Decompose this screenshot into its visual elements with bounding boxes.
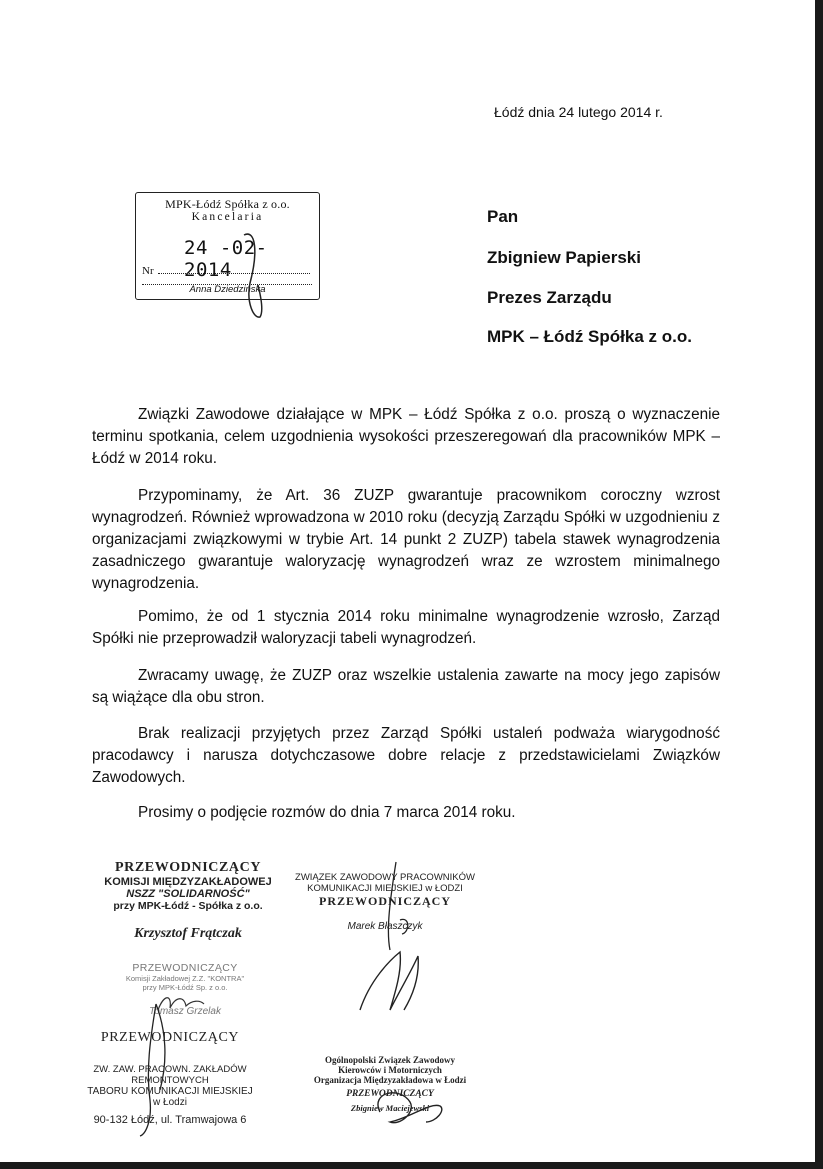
- scan-border-right: [815, 0, 823, 1169]
- kontra-line1: Komisji Zakładowej Z.Z. "KONTRA": [125, 974, 245, 983]
- solidarnosc-line2: NSZZ "SOLIDARNOŚĆ": [126, 888, 250, 900]
- recipient-position: Prezes Zarządu: [487, 288, 612, 307]
- kierowcow-signature-scribble: [360, 1082, 460, 1132]
- recipient-salutation: Pan: [487, 207, 519, 226]
- body-paragraph-2: Przypominamy, że Art. 36 ZUZP gwarantuje pracownikom coroczny wzrost wynagrodzeń. Również wprowadzona w 2010 roku (decyzją Zarządu Spółki w uzgodnieniu z organizacjami związkowymi w trybie Art. 14 punkt 2 ZUZP) tabela stawek wynagrodzenia zasadniczego gwarantuje waloryzację wynagrodzeń wraz ze wzrostem minimalnego wynagrodzenia.: [92, 487, 720, 592]
- kierowcow-name: Zbigniew Maciejewski: [350, 1103, 430, 1113]
- body-paragraph-6: Prosimy o podjęcie rozmów do dnia 7 marca 2014 roku.: [138, 804, 516, 821]
- taboru-signature-scribble: [126, 1000, 186, 1140]
- recipient-company: MPK – Łódź Spółka z o.o.: [487, 327, 692, 346]
- solidarnosc-title: PRZEWODNICZĄCY: [114, 860, 262, 875]
- stamp-department: Kancelaria: [191, 211, 264, 223]
- stamp-company: MPK-Łódź Spółka z o.o.: [165, 197, 290, 211]
- registry-stamp: [135, 192, 320, 300]
- recipient-name: Zbigniew Papierski: [487, 248, 641, 267]
- stamp-initials-scribble: [224, 223, 284, 323]
- zzpkm-line1: ZWIĄZEK ZAWODOWY PRACOWNIKÓW: [295, 872, 475, 883]
- scan-border-bottom: [0, 1162, 823, 1169]
- letter-date: Łódź dnia 24 lutego 2014 r.: [494, 104, 663, 120]
- kierowcow-line2: Kierowców i Motorniczych: [338, 1065, 442, 1075]
- kontra-name: Tomasz Grzelak: [149, 1006, 221, 1017]
- body-paragraph-5: Brak realizacji przyjętych przez Zarząd Spółki ustaleń podważa wiarygodność pracodawcy i narusza dotychczasowe dobre relacje z przedstawicielami Związków Zawodowych.: [92, 725, 720, 786]
- stamp-nr-label: Nr: [142, 265, 154, 277]
- solidarnosc-line3: przy MPK-Łódź - Spółka z o.o.: [113, 900, 263, 912]
- kontra-title: PRZEWODNICZĄCY: [132, 962, 238, 974]
- kierowcow-line3: Organizacja Międzyzakładowa w Łodzi: [313, 1075, 467, 1085]
- taboru-line3: w Łodzi: [153, 1097, 187, 1108]
- solidarnosc-name: Krzysztof Frątczak: [134, 926, 242, 941]
- taboru-address: 90-132 Łódź, ul. Tramwajowa 6: [93, 1114, 247, 1126]
- stamp-received-date: 24 -02- 2014: [184, 237, 268, 281]
- zzpkm-name: Marek Błaszczyk: [347, 921, 423, 932]
- signature-solidarnosc: [98, 860, 278, 942]
- stamp-registrar-name: Anna Dziedzińska: [189, 284, 266, 295]
- kierowcow-title: PRZEWODNICZĄCY: [346, 1089, 434, 1099]
- kierowcow-line1: Ogólnopolski Związek Zawodowy: [324, 1055, 456, 1065]
- zzpkm-title: PRZEWODNICZĄCY: [318, 894, 451, 908]
- body-paragraph-4: Zwracamy uwagę, że ZUZP oraz wszelkie ustalenia zawarte na mocy jego zapisów są wiążące dla obu stron.: [92, 667, 720, 706]
- kontra-line2: przy MPK-Łódź Sp. z o.o.: [142, 983, 228, 992]
- taboru-line1: ZW. ZAW. PRACOWN. ZAKŁADÓW REMONTOWYCH: [93, 1064, 247, 1086]
- body-paragraph-1: Związki Zawodowe działające w MPK – Łódź Spółka z o.o. proszą o wyznaczenie terminu spotkania, celem uzgodnienia wysokości przeszeregowań dla pracowników MPK – Łódź w 2014 roku.: [92, 406, 720, 467]
- taboru-line2: TABORU KOMUNIKACJI MIEJSKIEJ: [87, 1086, 253, 1097]
- taboru-title: PRZEWODNICZĄCY: [100, 1030, 240, 1045]
- body-paragraph-3: Pomimo, że od 1 stycznia 2014 roku minimalne wynagrodzenie wzrosło, Zarząd Spółki nie przeprowadził waloryzacji tabeli wynagrodzeń.: [92, 608, 720, 647]
- zzpkm-signature-scribble: [340, 860, 460, 1020]
- solidarnosc-line1: KOMISJI MIĘDZYZAKŁADOWEJ: [104, 876, 272, 888]
- zzpkm-line2: KOMUNIKACJI MIEJSKIEJ w ŁODZI: [307, 883, 463, 894]
